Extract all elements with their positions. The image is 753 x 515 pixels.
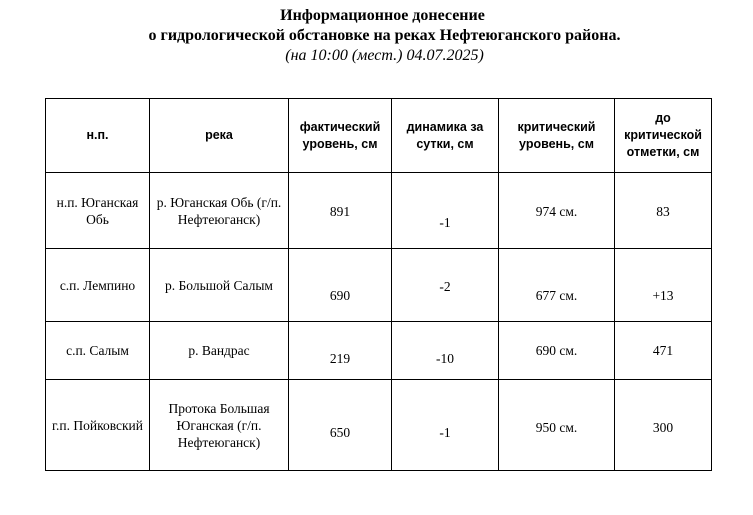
column-header-critical-level: критический уровень, см [499, 99, 615, 173]
table-row [46, 322, 712, 380]
to-critical-cell [615, 249, 712, 322]
actual-level-value: 690 [329, 287, 351, 303]
actual-level-cell [289, 380, 392, 471]
actual-level-value: 219 [329, 351, 351, 366]
to-critical-cell [615, 173, 712, 249]
settlement-cell: н.п. Юганская Обь [46, 173, 150, 249]
actual-level-value: 891 [329, 204, 351, 219]
river-cell: р. Вандрас [150, 322, 289, 380]
column-header-daily-change: динамика за сутки, см [392, 99, 499, 173]
river-cell: Протока Большая Юганская (г/п. Нефтеюганск) [150, 380, 289, 471]
table-header-row [46, 99, 712, 173]
river-cell: р. Большой Салым [150, 249, 289, 322]
daily-change-value: -1 [439, 424, 451, 440]
daily-change-value: -1 [439, 215, 451, 230]
daily-change-value: -2 [439, 278, 451, 294]
critical-level-cell [499, 380, 615, 471]
settlement-cell: с.п. Лемпино [46, 249, 150, 322]
table-row [46, 380, 712, 471]
daily-change-cell [392, 249, 499, 322]
to-critical-value: 300 [652, 419, 674, 435]
report-header [0, 6, 753, 65]
to-critical-value: +13 [652, 287, 674, 303]
daily-change-value: -10 [436, 351, 454, 366]
critical-level-value: 974 см. [535, 204, 578, 219]
to-critical-value: 83 [656, 204, 670, 219]
to-critical-value: 471 [652, 343, 674, 358]
column-header-to-critical: до критической отметки, см [615, 99, 712, 173]
critical-level-cell [499, 173, 615, 249]
actual-level-cell [289, 249, 392, 322]
daily-change-cell [392, 380, 499, 471]
river-cell: р. Юганская Обь (г/п. Нефтеюганск) [150, 173, 289, 249]
column-header-actual-level: фактический уровень, см [289, 99, 392, 173]
to-critical-cell [615, 322, 712, 380]
settlement-cell: г.п. Пойковский [46, 380, 150, 471]
report-title-line-1: Информационное донесение [280, 7, 485, 24]
water-level-table [45, 98, 712, 471]
table-row [46, 249, 712, 322]
critical-level-cell [499, 249, 615, 322]
report-timestamp: (на 10:00 (мест.) 04.07.2025) [285, 47, 484, 64]
actual-level-cell [289, 322, 392, 380]
column-header-river: река [150, 99, 289, 173]
actual-level-cell [289, 173, 392, 249]
settlement-cell: с.п. Салым [46, 322, 150, 380]
daily-change-cell [392, 322, 499, 380]
critical-level-value: 690 см. [535, 343, 578, 358]
column-header-settlement: н.п. [46, 99, 150, 173]
daily-change-cell [392, 173, 499, 249]
to-critical-cell [615, 380, 712, 471]
critical-level-cell [499, 322, 615, 380]
report-title-line-2: о гидрологической обстановке на реках Нефтеюганского района. [148, 27, 621, 44]
table-row [46, 173, 712, 249]
critical-level-value: 950 см. [535, 419, 578, 435]
critical-level-value: 677 см. [535, 287, 578, 303]
actual-level-value: 650 [329, 424, 351, 440]
